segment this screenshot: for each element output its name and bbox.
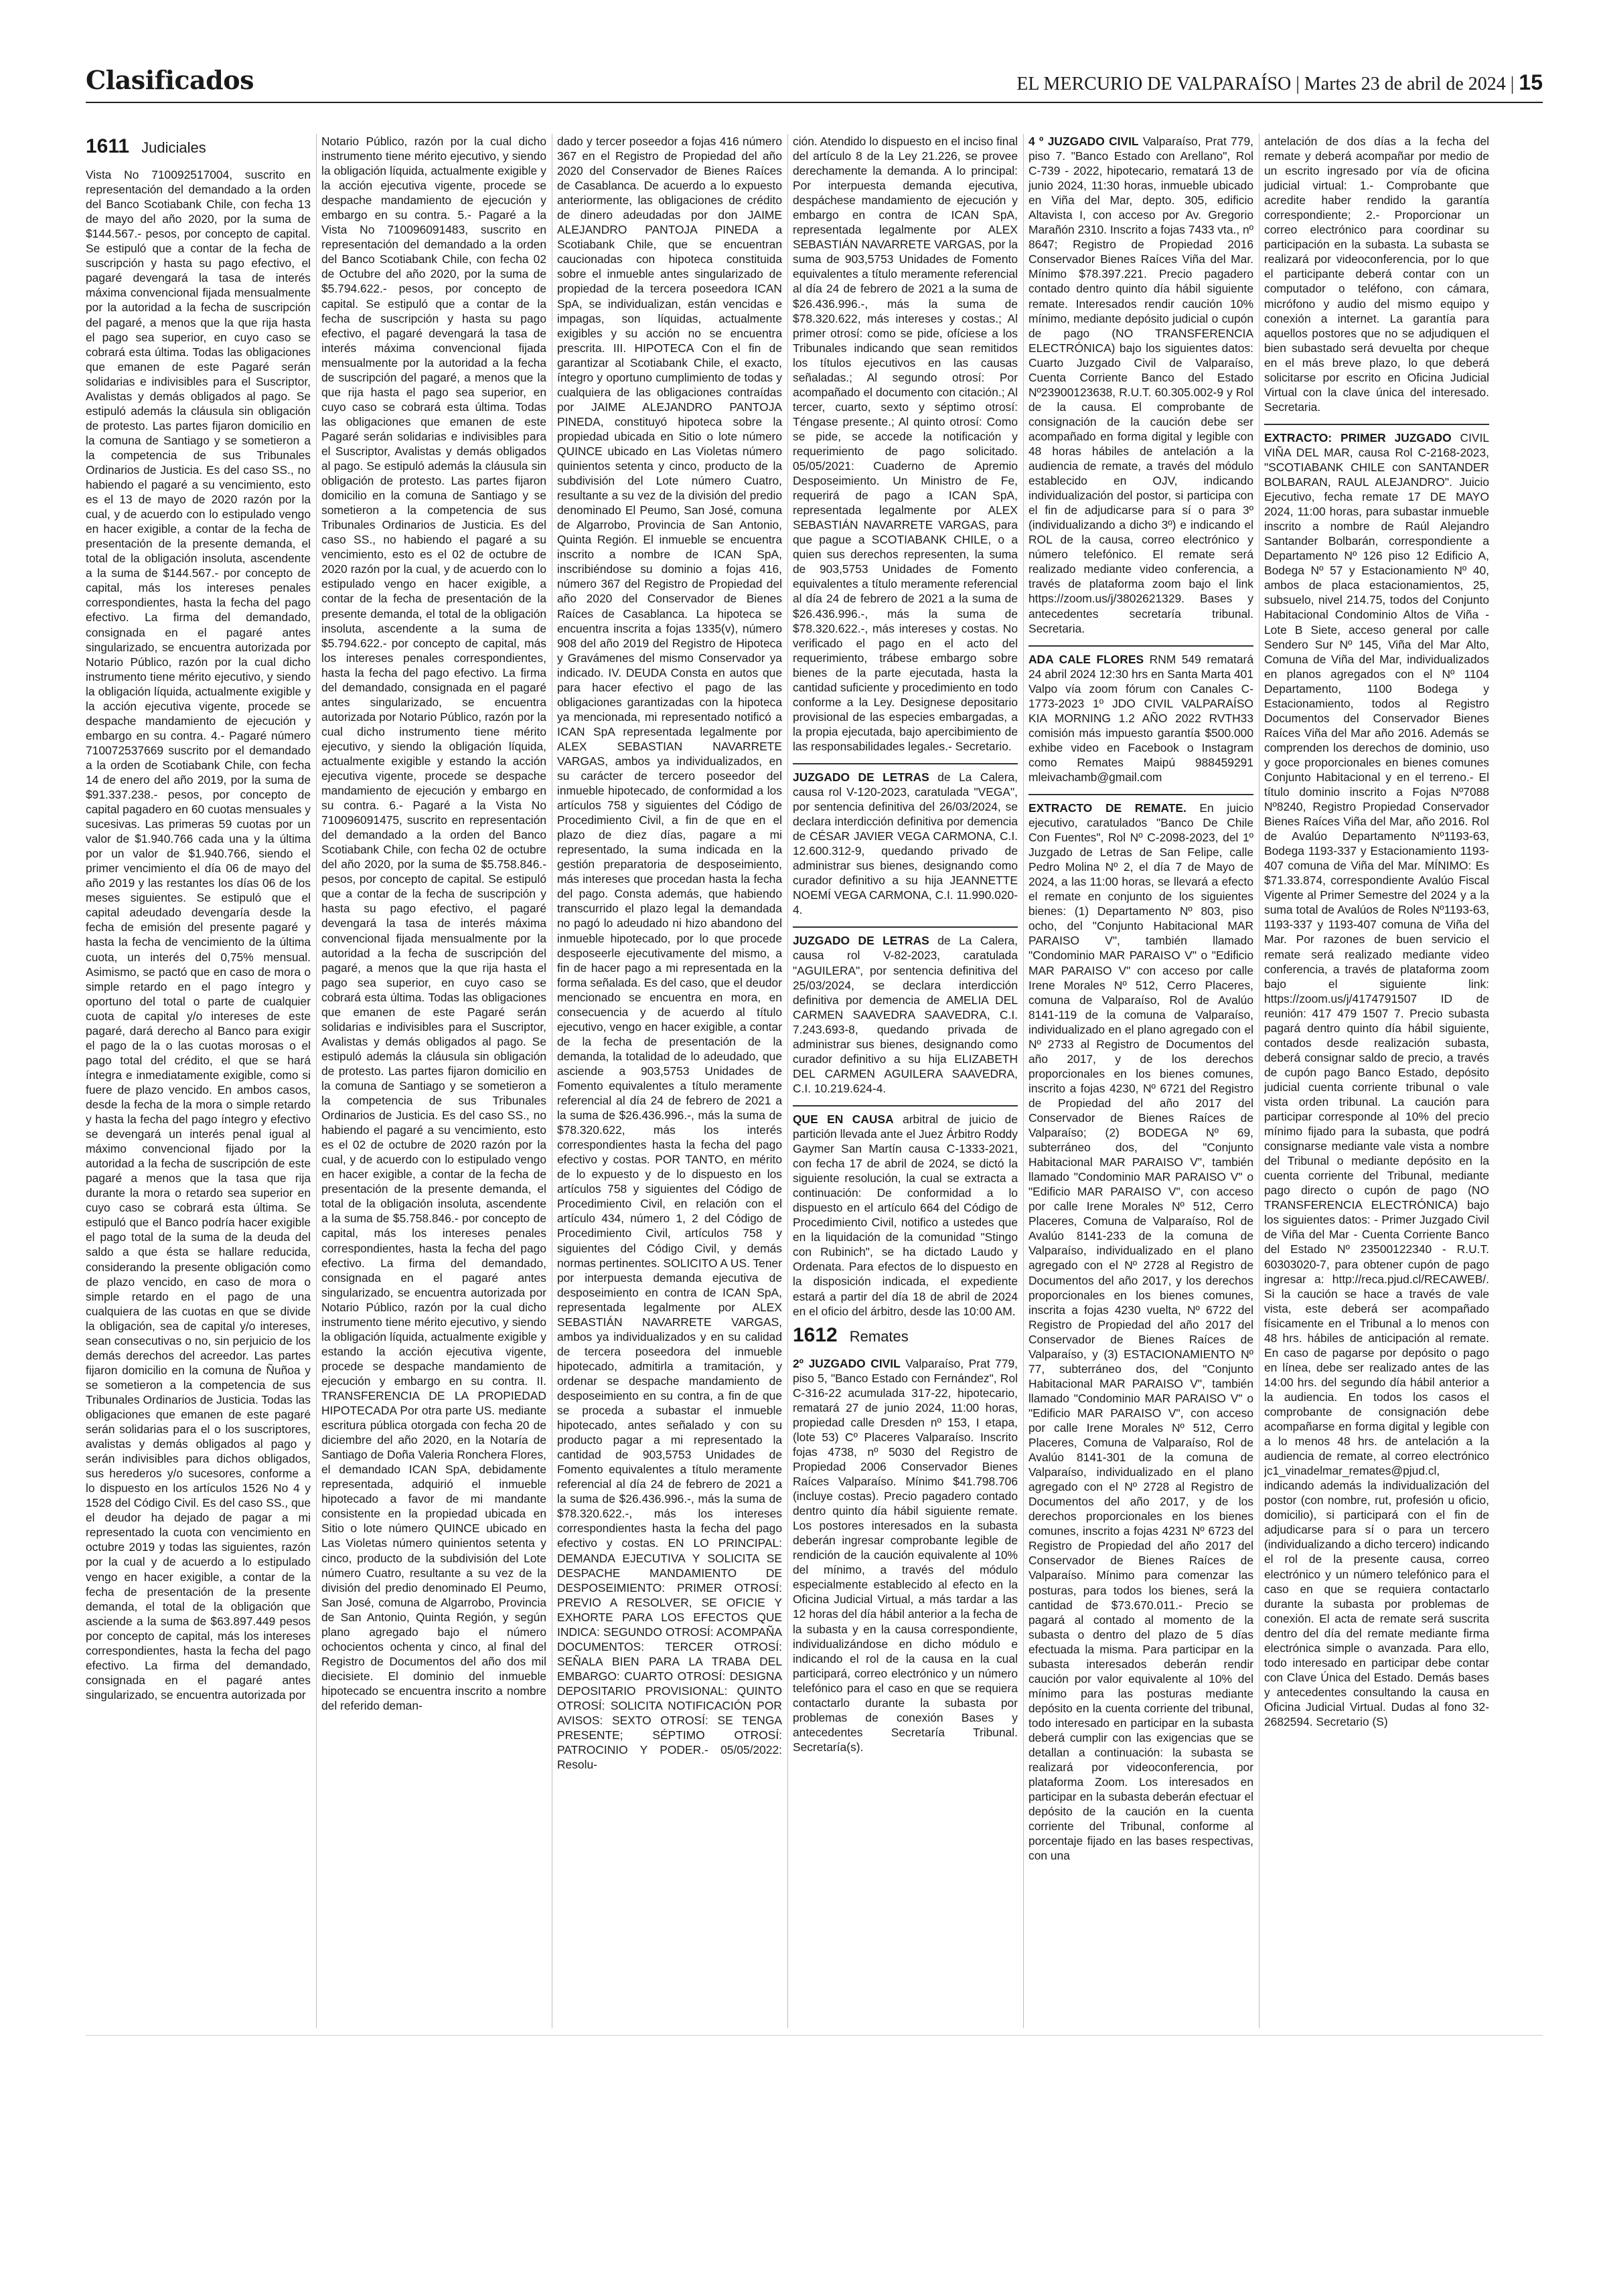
auction-notice [1028,794,1253,1863]
category-header-remates [793,1323,1018,1346]
notice-body: de La Calera, causa rol V-82-2023, caratulada "AGUILERA", por sentencia definitiva del 25/03/2024, se declara interdicción definitiva por demencia de AMELIA DEL CARMEN SAAVEDRA SAAVEDRA, C.I. 7.243.693-8, quedando privada de administrar sus bienes, designando como curador definitivo a su hija ELIZABETH DEL CARMEN AGUILERA SAAVEDRA, C.I. 10.219.624-4. [793,934,1018,1095]
interdiction-notice-vega [793,763,1018,917]
judicial-notice: ción. Atendido lo dispuesto en el inciso final del artículo 8 de la Ley 21.226, se provee derechamente la demanda. A lo principal: Por interpuesta demanda ejecutiva, despáchese mandamiento de ejecución y embargo en contra de ICAN SpA, representada legalmente por ALEX SEBASTIÁN NAVARRETE VARGAS, por la suma de 903,5753 Unidades de Fomento equivalentes a título meramente referencial al día 24 de febrero de 2021 a la suma de $26.436.996.-, más la suma de $78.320.622, más intereses y costas.; Al primer otrosí: como se pide, ofíciese a los Tribunales indicando que sean remitidos los títulos ejecutivos en las causas señaladas.; Al segundo otrosí: Por acompañado el documento con citación.; Al tercer, cuarto, sexto y séptimo otrosí: Téngase presente.; Al quinto otrosí: Como se pide, se accede la notificación y requerimiento de pago solicitado. 05/05/2021: Cuaderno de Apremio Desposeimiento. Un Ministro de Fe, requerirá de pago a ICAN SpA, representada legalmente por ALEX SEBASTIÁN NAVARRETE VARGAS, para que pague a SCOTIABANK CHILE, o a quien sus derechos representen, la suma de 903,5753 Unidades de Fomento equivalentes a título meramente referencial al día 24 de febrero de 2021 a la suma de $26.436.996.-, más la suma de $78.320.622.-, más intereses y costas. No verificado el pago en el acto del requerimiento, trábese embargo sobre bienes de la parte ejecutada, hasta la cantidad suficiente y procedimiento en todo conforme a la Ley. Designese depositario provisional de las especies embargadas, a la propia ejecutada, bajo apercibimiento de las responsabilidades legales.- Secretario. [793,135,1018,753]
auction-notice [1028,134,1253,636]
auction-notice [793,1356,1018,1754]
judicial-notice: Notario Público, razón por la cual dicho instrumento tiene mérito ejecutivo, y siendo la obligación líquida, actualmente exigible y la acción ejecutiva vigente, procede se despache mandamiento de ejecución y embargo en su contra. 5.- Pagaré a la Vista No 710096091483, suscrito en representación del demandado a la orden del Banco Scotiabank Chile, con fecha 02 de Octubre del año 2020, por la suma de $5.794.622.- pesos, por concepto de capital. Se estipuló que a contar de la fecha de suscripción y hasta su pago efectivo, el pagaré devengará la tasa de interés máxima convencional fijada mensualmente por la autoridad a la fecha de suscripción del pagaré, a menos que la que rija hasta el pago sea superior, en cuyo caso se cobrará esta última. Todas las obligaciones que emanen de este Pagaré serán solidarias e indivisibles para el Suscriptor, Avalistas y demás obligados al pago. Se estipuló además la cláusula sin obligación de protesto. Las partes fijaron domicilio en la comuna de Santiago y se sometieron a la competencia de sus Tribunales Ordinarios de Justicia. Es del caso SS., no habiendo el pagaré a su vencimiento, esto es el 02 de octubre de 2020 razón por la cual, y de acuerdo con lo estipulado vengo en hacer exigible, a contar de la fecha de presentación de la presente demanda, el total de la obligación insoluta, ascendente a la suma de $5.794.622.- por concepto de capital, más los intereses penales correspondientes, hasta la fecha del pago efectivo. La firma del demandado, consignada en el pagaré antes singularizado, se encuentra autorizada por Notario Público, razón por la cual dicho instrumento tiene mérito ejecutivo, y siendo la obligación líquida, actualmente exigible y estando la acción ejecutiva vigente, procede se despache mandamiento de ejecución y embargo en su contra. 6.- Pagaré a la Vista No 710096091475, suscrito en representación del demandado a la orden del Banco Scotiabank Chile, con fecha 02 de octubre del año 2020, por la suma de $5.758.846.- pesos, por concepto de capital. Se estipuló que a contar de la fecha de suscripción y hasta su pago efectivo, el pagaré devengará la tasa de interés máxima convencional fijada mensualmente por la autoridad a la fecha de suscripción del pagaré, a menos que la que rija hasta el pago sea superior, en cuyo caso se cobrará esta última. Todas las obligaciones que emanen de este Pagaré serán solidarias e indivisibles para el Suscriptor, Avalistas y demás obligados al pago. Se estipuló además la cláusula sin obligación de protesto. Las partes fijaron domicilio en la comuna de Santiago y se sometieron a la competencia de sus Tribunales Ordinarios de Justicia. Es del caso SS., no habiendo el pagaré a su vencimiento, esto es el 02 de octubre de 2020 razón por la cual, y de acuerdo con lo estipulado vengo en hacer exigible, a contar de la fecha de presentación de la presente demanda, el total de la obligación insoluta, ascendente a la suma de $5.758.846.- por concepto de capital, más los intereses penales correspondientes, hasta la fecha del pago efectivo. La firma del demandado, consignada en el pagaré antes singularizado, se encuentra autorizada por Notario Público, razón por la cual dicho instrumento tiene mérito ejecutivo, y siendo la obligación líquida, actualmente exigible y estando la acción ejecutiva vigente, procede se despache mandamiento de ejecución y embargo en su contra. II. TRANSFERENCIA DE LA PROPIEDAD HIPOTECADA Por otra parte US. mediante escritura pública otorgada con fecha 20 de diciembre del año 2020, en la Notaría de Santiago de Doña Valeria Ronchera Flores, el demandado ICAN SpA, debidamente representada, adquirió el inmueble hipotecado a favor de mi mandante consistente en la propiedad ubicada en Sitio o lote número QUINCE ubicado en Las Violetas número quinientos setenta y cinco, producto de la subdivisión del Lote número Cuatro, resultante a su vez de la división del predio denominado El Peumo, San José, comuna de Algarrobo, Provincia de San Antonio, Quinta Región, y según plano agregado bajo el número ochocientos ochenta y cinco, al final del Registro de Documentos del año dos mil diecisiete. El dominio del inmueble hipotecado se encuentra inscrito a nombre del referido deman- [321,135,546,1712]
column-divider [1023,134,1024,2028]
column-6 [1264,134,1489,2196]
category-label: Remates [849,1327,909,1345]
auction-notice [1028,645,1253,785]
notice-body: Valparaíso, Prat 779, piso 5, "Banco Estado con Fernández", Rol C-316-22 acumulada 317-22, hipotecario, rematará 27 de junio 2024, 11:00 horas, propiedad calle Dresden nº 153, I etapa, (lote 53) Cº Placeres Valparaíso. Inscrito fojas 4738, nº 5030 del Registro de Propiedad 2006 Conservador Bienes Raíces Valparaíso. Mínimo $41.798.706 (incluye costas). Precio pagadero contado dentro quinto día hábil siguiente remate. Los postores interesados en la subasta deberán ingresar comprobante legible de rendición de la caución equivalente al 10% del mínimo, a través del módulo especialmente establecido al efecto en la Oficina Judicial Virtual, a más tardar a las 12 horas del día hábil anterior a la fecha de la subasta y en la causa correspondiente, individualizándose en dicho módulo e indicando el rol de la causa en la cual participará, correo electrónico y un número telefónico para el caso en que se requiera contactarlo durante la subasta por problemas de conexión Bases y antecedentes Secretaría Tribunal. Secretaría(s). [793,1356,1018,1754]
auction-notice: antelación de dos días a la fecha del remate y deberá acompañar por medio de un escrito ingresado por vía de oficina judicial virtual: 1.- Comprobante que acredite haber rendido la garantía correspondiente; 2.- Proporcionar un correo electrónico para coordinar su participación en la subasta. La subasta se realizará por videoconferencia, por lo que el participante deberá contar con un computador o teléfono, con cámara, micrófono y audio del mismo equipo y conexión a internet. La garantía para aquellos postores que no se adjudiquen el bien subastado será devuelta por cheque en el más breve plazo, lo que deberá solicitarse por escrito en Oficina Judicial Virtual con la clave única del interesado. Secretaria. [1264,135,1489,414]
notice-body: de La Calera, causa rol V-120-2023, caratulada "VEGA", por sentencia definitiva del 26/03/2024, se declara interdicción definitiva por demencia de CÉSAR JAVIER VEGA CARMONA, C.I. 12.600.312-9, quedando privado de administrar sus bienes, designando como curador definitivo a su hija JEANNETTE NOEMÍ VEGA CARMONA, C.I. 11.990.020-4. [793,770,1018,917]
notice-body: En juicio ejecutivo, caratulados "Banco De Chile Con Fuentes", Rol Nº C-2098-2023, del 1º Juzgado de Letras de San Felipe, calle Pedro Molina Nº 2, el día 7 de Mayo de 2024, a las 11:00 horas, se llevará a efecto el remate en conjunto de los siguientes bienes: (1) Departamento Nº 803, piso ocho, del "Conjunto Habitacional MAR PARAISO V", también llamado "Condominio MAR PARAISO V" o "Edificio MAR PARAISO V" con acceso por calle Irene Morales Nº 512, Cerro Placeres, comuna de Valparaíso, Rol de Avalúo 8141-119 de la comuna de Valparaíso, individualizado en el plano agregado con el Nº 2733 al Registro de Documentos del año 2017, y de los derechos proporcionales en los bienes comunes, inscrito a fojas 4230, Nº 6721 del Registro de Propiedad del año 2017 del Conservador de Bienes Raíces de Valparaíso; (2) BODEGA Nº 69, subterráneo dos, del "Conjunto Habitacional MAR PARAISO V", también llamado "Condominio MAR PARAISO V" o "Edificio MAR PARAISO V", con acceso por calle Irene Morales Nº 512, Cerro Placeres, Comuna de Valparaíso, Rol de Avalúo 8141-233 de la comuna de Valparaíso, individualizado en el plano agregado con el Nº 2728 al Registro de Documentos del año 2017, y los derechos proporcionales en los bienes comunes, inscrita a fojas 4230 vuelta, Nº 6722 del Registro de Propiedad del año 2017 del Conservador de Bienes Raíces de Valparaíso, y (3) ESTACIONAMIENTO Nº 77, subterráneo dos, del "Conjunto Habitacional MAR PARAISO V", también llamado "Condominio MAR PARAISO V" o "Edificio MAR PARAISO V", con acceso por calle Irene Morales Nº 512, Cerro Placeres, Comuna de Valparaíso, Rol de Avalúo 8141-301 de la comuna de Valparaíso, individualizado en el plano agregado con el Nº 2728 al Registro de Documentos del año 2017, y de los derechos proporcionales en los bienes comunes, inscrito a fojas 4231 Nº 6723 del Registro de Propiedad del año 2017 del Conservador de Bienes Raíces de Valparaíso. Mínimo para comenzar las posturas, para todos los bienes, será la cantidad de $73.670.011.- Precio se pagará al contado al momento de la subasta o dentro del plazo de 5 días efectuada la misma. Para participar en la subasta interesados deberán rendir caución por valor equivalente al 10% del mínimo para las posturas mediante depósito en la cuenta corriente del tribunal, todo interesado en participar en la subasta deberá cumplir con las exigencias que se detallan a continuación: la subasta se realizará por videoconferencia, por plataforma Zoom. Los interesados en participar en la subasta deberán efectuar el depósito de la caución en la cuenta corriente del Tribunal, conforme al porcentaje fijado en las bases respectivas, con una [1028,801,1253,1863]
section-title: Clasificados [86,65,254,95]
bottom-rule [86,2035,1543,2036]
column-2 [321,134,546,2196]
auction-notice [1264,424,1489,1729]
notice-body: Valparaíso, Prat 779, piso 7. "Banco Estado con Arellano", Rol C-739 - 2022, hipotecario, rematará 13 de junio 2024, 11:30 horas, inmueble ubicado en Viña del Mar, depto. 305, edificio Altavista I, con acceso por Av. Gregorio Marañón 2310. Inscrito a fojas 7433 vta., nº 8647; Registro de Propiedad 2016 Conservador Bienes Raíces Viña del Mar. Mínimo $78.397.221. Precio pagadero contado dentro quinto día hábil siguiente remate. Interesados rendir caución 10% mínimo, mediante depósito judicial o cupón de pago (NO TRANSFERENCIA ELECTRÓNICA) bajo los siguientes datos: Cuarto Juzgado Civil de Valparaíso, Cuenta Corriente Banco del Estado Nº23900123638, R.U.T. 60.305.002-9 y Rol de la causa. El comprobante de consignación de la caución debe ser acompañado en forma digital y legible con 48 horas hábiles de antelación a la audiencia de remate, a través del módulo establecido en OJV, indicando individualización del postor, si participa con el fin de adjudicarse para sí o para 3º (individualizando a dicho 3º) e indicando el ROL de la causa, correo electrónico y número telefónico. El remate será realizado mediante video conferencia, a través de plataforma zoom bajo el link https://zoom.us/j/3802621329. Bases y antecedentes secretaría tribunal. Secretaria. [1028,135,1253,635]
category-number: 1612 [793,1323,838,1346]
masthead-separator: | [1510,74,1519,94]
notice-lead: 2º JUZGADO CIVIL [793,1356,901,1370]
category-label: Judiciales [141,139,206,156]
publication-date: Martes 23 de abril de 2024 [1304,74,1506,94]
notice-lead: QUE EN CAUSA [793,1112,894,1126]
notice-lead: EXTRACTO DE REMATE. [1028,801,1187,815]
masthead-info [1016,70,1543,95]
category-number: 1611 [86,135,130,157]
masthead [86,62,1543,103]
masthead-separator: | [1296,74,1304,94]
column-4 [793,134,1018,2196]
page-number: 15 [1519,70,1543,94]
judicial-notice: dado y tercer poseedor a fojas 416 número 367 en el Registro de Propiedad del año 2020 del Conservador de Bienes Raíces de Casablanca. De acuerdo a lo expuesto anteriormente, las obligaciones de crédito de dinero adeudadas por don JAIME ALEJANDRO PANTOJA PINEDA a Scotiabank Chile, que se encuentran caucionadas con hipoteca constituida sobre el inmueble antes singularizado de propiedad de la tercera poseedora ICAN SpA, se individualizan, están vencidas e impagas, son líquidas, actualmente exigibles y su acción no se encuentra prescrita. III. HIPOTECA Con el fin de garantizar al Scotiabank Chile, el exacto, íntegro y oportuno cumplimiento de todas y cualquiera de las obligaciones contraídas por JAIME ALEJANDRO PANTOJA PINEDA, constituyó hipoteca sobre la propiedad ubicada en Sitio o lote número QUINCE ubicado en Las Violetas número quinientos setenta y cinco, producto de la subdivisión del Lote número Cuatro, resultante a su vez de la división del predio denominado El Peumo, San José, comuna de Algarrobo, Provincia de San Antonio, Quinta Región. El inmueble se encuentra inscrito a nombre de ICAN SpA, inscribiéndose su dominio a fojas 416, número 367 del Registro de Propiedad del año 2020 del Conservador de Bienes Raíces de Casablanca. La hipoteca se encuentra inscrita a fojas 1335(v), número 908 del año 2019 del Registro de Hipoteca y Gravámenes del mismo Conservador ya indicado. IV. DEUDA Consta en autos que para hacer efectivo el pago de las obligaciones garantizadas con la hipoteca ya mencionada, mi representado notificó a ICAN SpA representada legalmente por ALEX SEBASTIAN NAVARRETE VARGAS, ambos ya individualizados, en su carácter de tercero poseedor del inmueble hipotecado, de conformidad a los artículos 758 y siguientes del Código de Procedimiento Civil, a fin de que en el plazo de diez días, pagare a mi representado, la suma indicada en la gestión preparatoria de desposeimiento, más intereses que procedan hasta la fecha del pago. Consta además, que habiendo transcurrido el plazo legal la demandada no pagó lo adeudado ni hizo abandono del inmueble hipotecado, por lo que procede desposeerle ejecutivamente del mismo, a fin de hacer pago a mi representada en la forma señalada. Es del caso, que el deudor mencionado se encuentra en mora, en consecuencia y de acuerdo al título ejecutivo, vengo en hacer exigible, a contar de la fecha de presentación de la demanda, la totalidad de lo adeudado, que asciende a 903,5753 Unidades de Fomento equivalentes a título meramente referencial al día 24 de febrero de 2021 a la suma de $26.436.996.-, más la suma de $78.320.622, más los interés correspondientes hasta la fecha del pago efectivo y costas. POR TANTO, en mérito de lo expuesto y de lo dispuesto en los artículos 758 y siguientes del Código de Procedimiento Civil, en relación con el artículo 434, número 1, 2 del Código de Procedimiento Civil, artículos 758 y siguientes del Código Civil, y demás normas pertinentes. SOLICITO A US. Tener por interpuesta demanda ejecutiva de desposeimiento en contra de ICAN SpA, representada legalmente por ALEX SEBASTIÁN NAVARRETE VARGAS, ambos ya individualizados y en su calidad de tercera poseedora del inmueble hipotecado, admitirla a tramitación, y ordenar se despache mandamiento de desposeimiento en su contra, a fin de que se proceda a subastar el inmueble hipotecado, antes señalado y con su producto pagar a mi representado la cantidad de 903,5753 Unidades de Fomento equivalentes a título meramente referencial al día 24 de febrero de 2021 a la suma de $26.436.996.-, más la suma de $78.320.622.-, más los intereses correspondientes hasta la fecha del pago efectivo y costas. EN LO PRINCIPAL: DEMANDA EJECUTIVA Y SOLICITA SE DESPACHE MANDAMIENTO DE DESPOSEIMIENTO: PRIMER OTROSÍ: PREVIO A RESOLVER, SE OFICIE Y EXHORTE PARA LOS EFECTOS QUE INDICA: SEGUNDO OTROSÍ: ACOMPAÑA DOCUMENTOS: TERCER OTROSÍ: SEÑALA BIEN PARA LA TRABA DEL EMBARGO: CUARTO OTROSÍ: DESIGNA DEPOSITARIO PROVISIONAL: QUINTO OTROSÍ: SOLICITA NOTIFICACIÓN POR AVISOS: SEXTO OTROSÍ: SE TENGA PRESENTE; SÉPTIMO OTROSÍ: PATROCINIO Y PODER.- 05/05/2022: Resolu- [557,135,782,1772]
newspaper-name: EL MERCURIO DE VALPARAÍSO [1016,74,1292,94]
notice-lead: JUZGADO DE LETRAS [793,934,929,948]
column-5 [1028,134,1253,2196]
category-header-judiciales [86,135,311,157]
notice-lead: JUZGADO DE LETRAS [793,770,929,784]
notice-lead: 4 º JUZGADO CIVIL [1028,135,1139,148]
notice-body: CIVIL VIÑA DEL MAR, causa Rol C-2168-2023, "SCOTIABANK CHILE con SANTANDER BOLBARAN, RAUL ALEJANDRO". Juicio Ejecutivo, fecha remate 17 DE MAYO 2024, 11:00 horas, para subastar inmueble inscrito a nombre de Raúl Alejandro Santander Bolbarán, correspondiente a Departamento Nº 126 piso 12 Edificio A, Bodega Nº 57 y Estacionamiento Nº 40, ambos de placa estacionamientos, 25, subsuelo, nivel 214.75, todos del Conjunto Habitacional Condominio Altos de Viña - Lote B Siete, acceso general por calle Sendero Sur Nº 145, Viña del Mar Alto, Comuna de Viña del Mar, individualizados en planos agregados con el Nº 1104 Departamento, 1100 Bodega y Estacionamiento, todos al Registro Documentos del Conservador Bienes Raíces Viña del Mar año 2016. Además se comprenden los derechos de dominio, uso y goce proporcionales en bienes comunes Conjunto Habitacional y en el terreno.- El título dominio inscrito a Fojas Nº7088 Nº8240, Registro Propiedad Conservador Bienes Raíces Viña del Mar, año 2016. Rol de Avalúo Departamento Nº1193-63, Bodega 1193-337 y Estacionamiento 1193-407 comuna de Viña del Mar. MÍNIMO: Es $71.33.874, correspondiente Avalúo Fiscal Vigente al Primer Semestre del 2024 y a la suma total de Avalúos de Roles Nº1193-63, 1193-337 y 1193-407 comuna de Viña del Mar. Por razones de buen servicio el remate será realizado mediante video conferencia, a través de plataforma zoom bajo el siguiente link: https://zoom.us/j/4174791507 ID de reunión: 417 479 1507 7. Precio subasta pagará dentro quinto día hábil siguiente, contados desde realización subasta, deberá consignar saldo de precio, a través de cupón pago Banco Estado, depósito judicial cuenta corriente tribunal o vale vista orden tribunal. La caución para participar corresponde al 10% del precio mínimo fijado para la subasta, que podrá consignarse mediante vale vista a nombre del Tribunal o mediante depósito en la cuenta corriente del Tribunal, mediante pago directo o cupón de pago (NO TRANSFERENCIA ELECTRÓNICA) bajo los siguientes datos: - Primer Juzgado Civil de Viña del Mar - Cuenta Corriente Banco del Estado Nº 23500122340 - R.U.T. 60303020-7, para obtener cupón de pago ingresar a: http://reca.pjud.cl/RECAWEB/. Si la caución se hace a través de vale vista, este deberá ser acompañado físicamente en el Tribunal a lo menos con 48 hrs. hábiles de anticipación al remate. En caso de pagarse por depósito o pago en línea, debe ser realizado antes de las 14:00 hrs. del segundo día hábil anterior a la audiencia. En todos los casos el comprobante de consignación debe acompañarse en forma digital y legible con a lo menos 48 hrs. de antelación a la audiencia de remate, al correo electrónico jc1_vinadelmar_remates@pjud.cl, indicando además la individualización del postor (con nombre, rut, profesión u oficio, domicilio), si participará con el fin de adjudicarse para sí o para un tercero (individualizando a dicho tercero) indicando el rol de la presente causa, correo electrónico y un número telefónico para el caso en que se requiera contactarlo durante la subasta por problemas de conexión. El acta de remate será suscrita dentro del día del remate mediante firma electrónica simple o avanzada. Para ello, todo interesado en participar debe contar con Clave Única del Estado. Demás bases y antecedentes consultando la causa en Oficina Judicial Virtual. Dudas al fono 32-2682594. Secretario (S) [1264,430,1489,1728]
column-divider [787,134,788,2028]
notice-body: arbitral de juicio de partición llevada ante el Juez Árbitro Roddy Gaymer San Martín causa C-1333-2021, con fecha 17 de abril de 2024, se dictó la siguiente resolución, la cual se extracta a continuación: De conformidad a lo dispuesto en el artículo 664 del Código de Procedimiento Civil, notifico a ustedes que en la liquidación de la comunidad "Stingo con Rubinich", se ha dictado Laudo y Ordenata. Para efectos de lo dispuesto en la disposición indicada, el expediente estará a partir del día 18 de abril de 2024 en el oficio del árbitro, desde las 10:00 AM. [793,1112,1018,1318]
column-3 [557,134,782,2196]
interdiction-notice-aguilera [793,926,1018,1096]
column-divider [316,134,317,2028]
column-1 [86,134,311,2196]
judicial-notice: Vista No 710092517004, suscrito en representación del demandado a la orden del Banco Scotiabank Chile, con fecha 13 de mayo del año 2020, por la suma de $144.567.- pesos, por concepto de capital. Se estipuló que a contar de la fecha de suscripción y hasta su pago efectivo, el pagaré devengará la tasa de interés máxima convencional fijada mensualmente por la autoridad a la fecha de suscripción del pagaré, a menos que la que rija hasta el pago sea superior, en cuyo caso se cobrará esta última. Todas las obligaciones que emanen de este Pagaré serán solidarias e indivisibles para el Suscriptor, Avalistas y demás obligados al pago. Se estipuló además la cláusula sin obligación de protesto. Las partes fijaron domicilio en la comuna de Santiago y se sometieron a la competencia de sus Tribunales Ordinarios de Justicia. Es del caso SS., no habiendo el pagaré a su vencimiento, esto es el 13 de mayo de 2020 razón por la cual, y de acuerdo con lo estipulado vengo en hacer exigible, a contar de la fecha de presentación de la presente demanda, el total de la obligación insoluta, ascendente a la suma de $144.567.- por concepto de capital, más los intereses penales correspondientes, hasta la fecha del pago efectivo. La firma del demandado, consignada en el pagaré antes singularizado, se encuentra autorizada por Notario Público, razón por la cual dicho instrumento tiene mérito ejecutivo, y siendo la obligación líquida, actualmente exigible y la acción ejecutiva vigente, procede se despache mandamiento de ejecución y embargo en su contra. 4.- Pagaré número 710072537669 suscrito por el demandado a la orden de Scotiabank Chile, con fecha 14 de enero del año 2019, por la suma de $91.337.238.- pesos, por concepto de capital pagadero en 60 cuotas mensuales y sucesivas. Las primeras 59 cuotas por un valor de $1.940.766 cada una y la última por un valor de $1.940.766, siendo el primer vencimiento el día 06 de mayo del año 2019 y las restantes los días 06 de los meses siguientes. Se estipuló que el capital adeudado devengaría desde la fecha de emisión del presente pagaré y hasta la fecha de vencimiento de la última cuota, un interés del 0,75% mensual. Asimismo, se pactó que en caso de mora o simple retardo en el pago íntegro y oportuno del total o parte de cualquier cuota de capital y/o intereses de este pagaré, dará derecho al Banco para exigir el pago de la o las cuotas morosas o el pago total del crédito, el que se hará íntegra e inmediatamente exigible, como si fuere de plazo vencido. En ambos casos, desde la fecha de la mora o simple retardo y hasta la fecha del pago íntegro y efectivo se devengará un interés penal igual al máximo convencional fijado por la autoridad a la fecha de suscripción de este pagaré a menos que la tasa que rija durante la mora o retardo sea superior en cuyo caso se cobrará esta última. Se estipuló que el Banco podría hacer exigible el pago total de la suma de la deuda del saldo a que ésta se hallare reducida, considerando la presente obligación como de plazo vencido, en caso de mora o simple retardo en el pago de una cualquiera de las cuotas en que se divide la obligación, sea de capital y/o intereses, sean consecutivas o no, sin perjuicio de los demás derechos del acreedor. Las partes fijaron domicilio en la comuna de Ñuñoa y se sometieron a la competencia de sus Tribunales Ordinarios de Justicia. Todas las obligaciones que emanen de este pagaré serán solidarias para el o los suscriptores, avalistas y demás obligados al pago y serán indivisibles para dichos obligados, sus herederos y/o sucesores, conforme a lo dispuesto en los artículos 1526 No 4 y 1528 del Código Civil. Es del caso SS., que el deudor ha dejado de pagar a mi representado la cuota con vencimiento en octubre 2019 y todas las siguientes, razón por la cual y de acuerdo a lo estipulado vengo en hacer exigible, a contar de la fecha de presentación de la presente demanda, el total de la obligación que asciende a la suma de $63.897.449 pesos por concepto de capital, más los intereses correspondientes, hasta la fecha del pago efectivo. La firma del demandado, consignada en el pagaré antes singularizado, se encuentra autorizada por [86,168,311,1702]
notice-lead: EXTRACTO: PRIMER JUZGADO [1264,430,1452,444]
arbitration-notice [793,1105,1018,1319]
notice-lead: ADA CALE FLORES [1028,652,1144,666]
notice-body: RNM 549 rematará 24 abril 2024 12:30 hrs en Santa Marta 401 Valpo vía zoom fórum con Canales C-1773-2023 1º JDO CIVIL VALPARAÍSO KIA MORNING 1.2 AÑO 2022 RVTH33 comisión más impuesto garantía $500.000 exhibe video en Facebook o Instagram como Remates Maipú 988459291 mleivachamb@gmail.com [1028,652,1253,784]
